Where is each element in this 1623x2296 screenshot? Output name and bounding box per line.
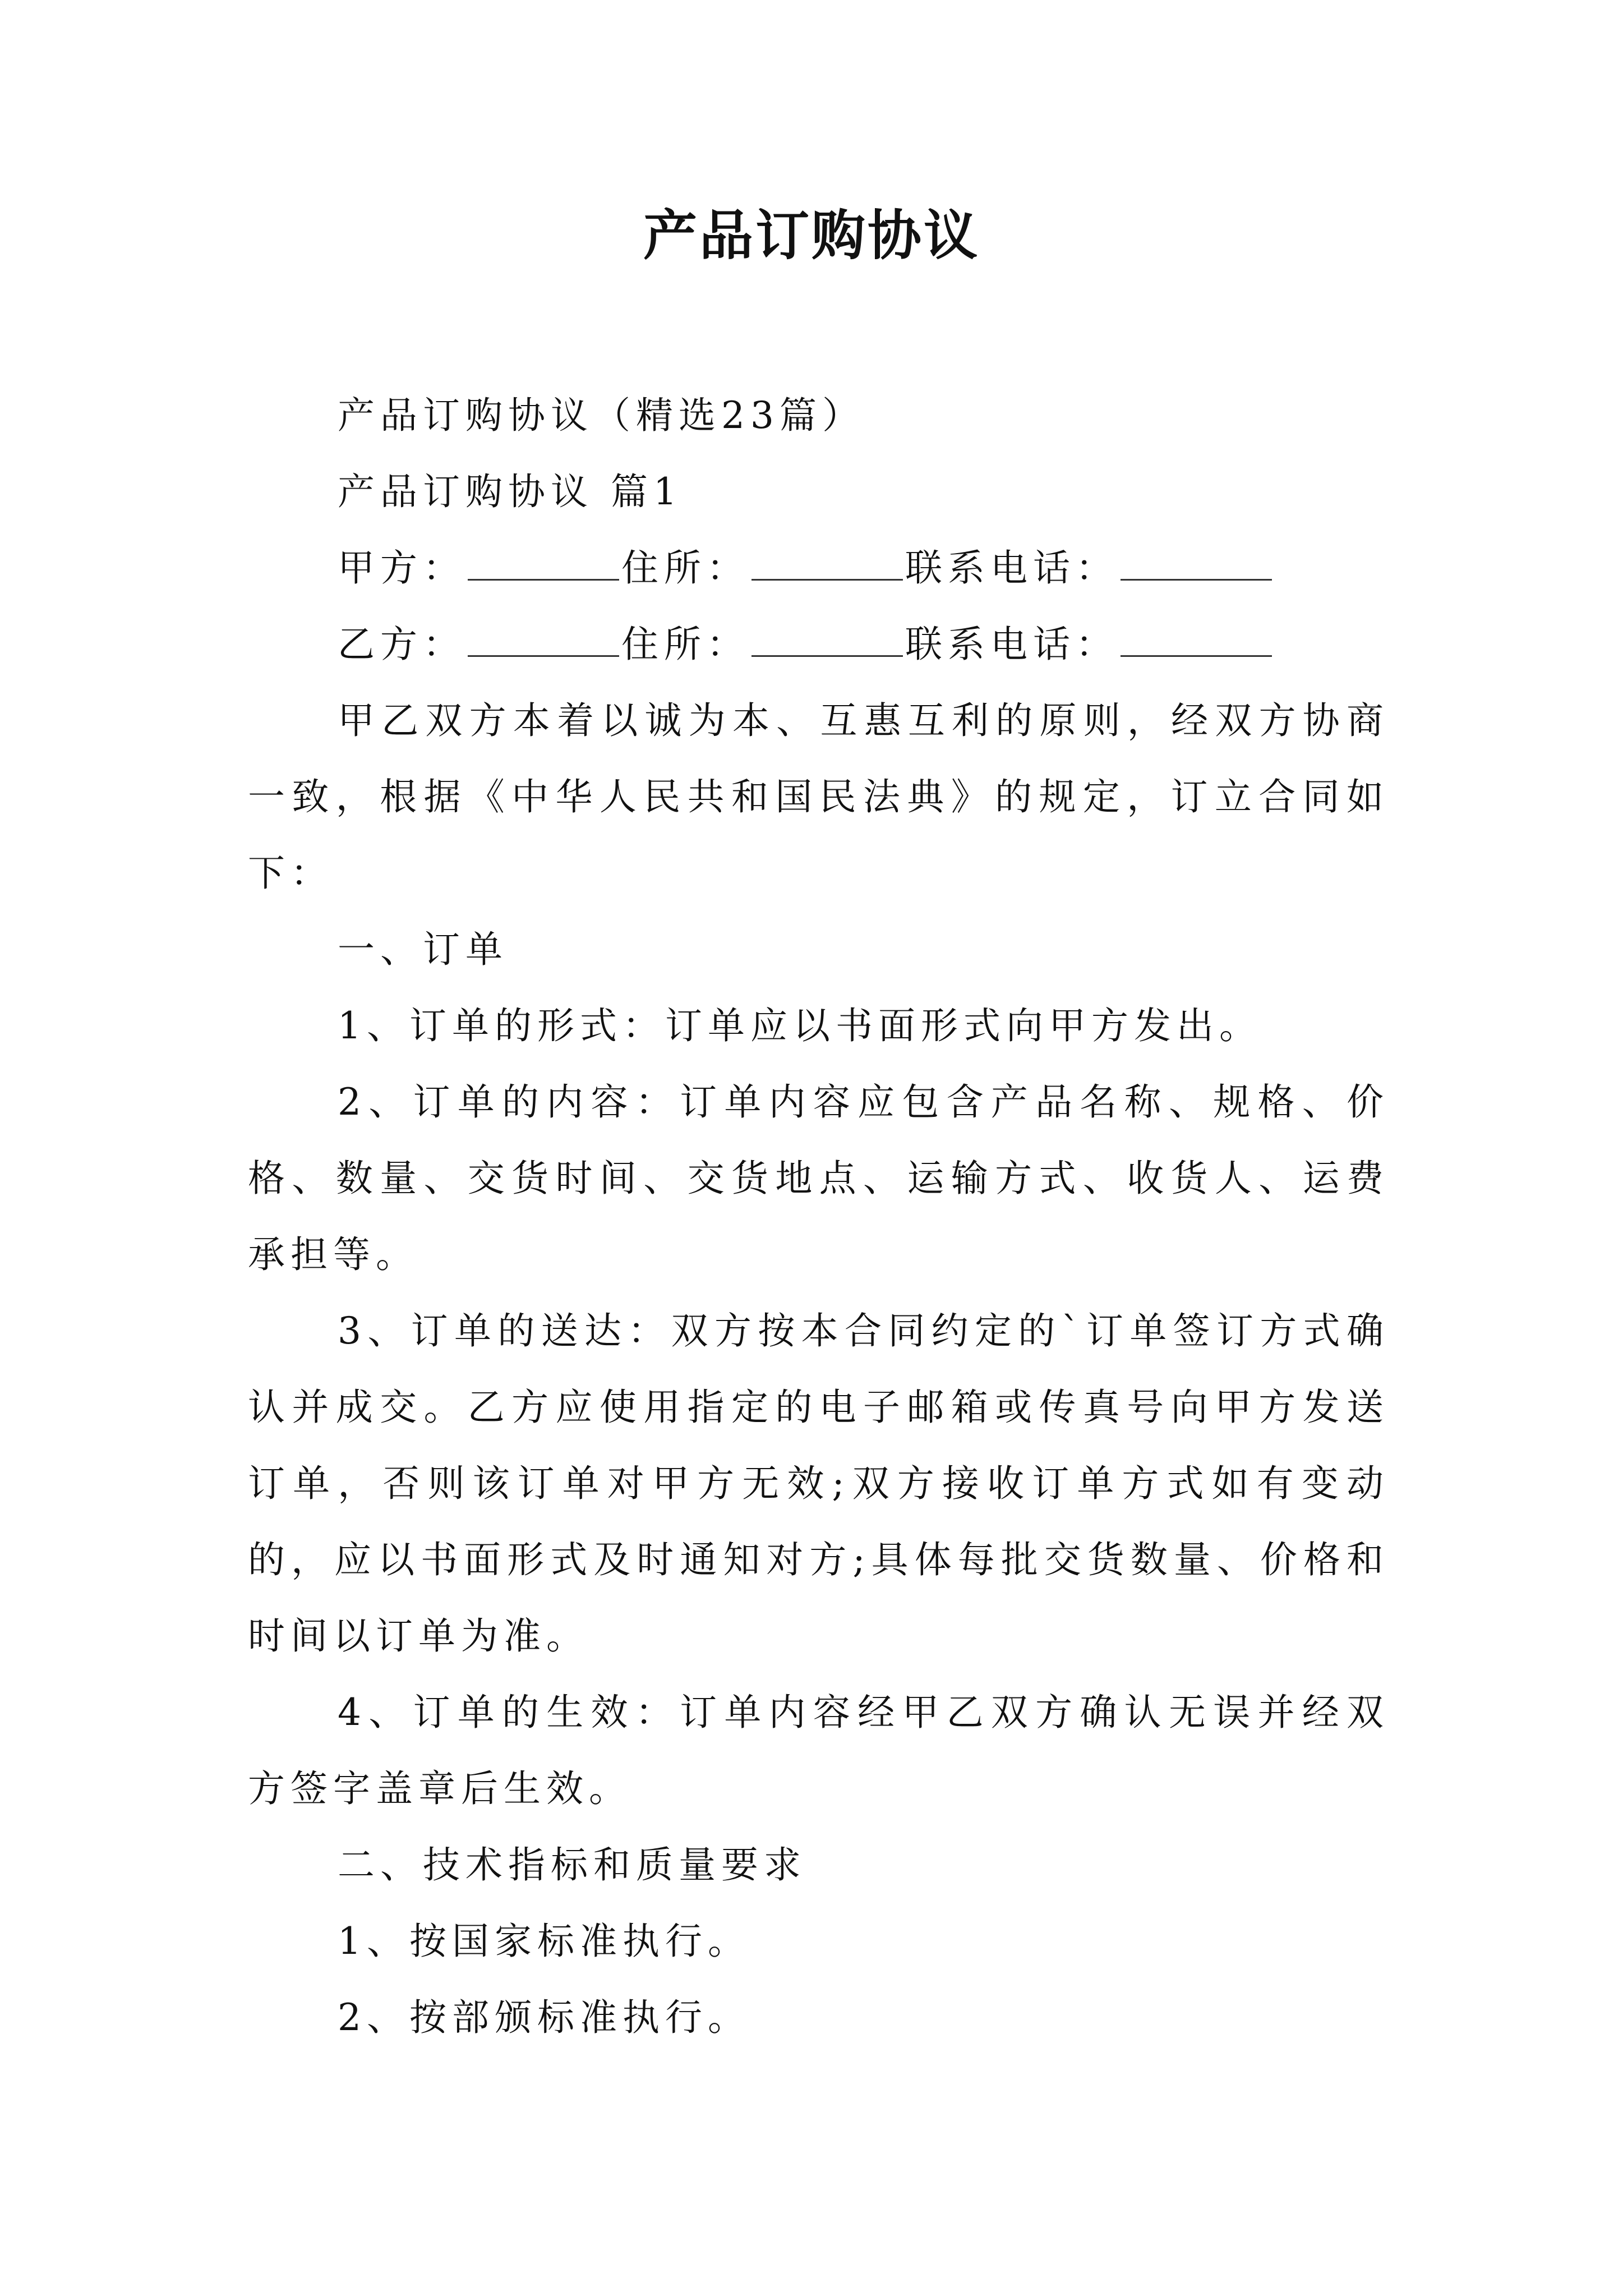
heading-orders: 一、订单 (338, 928, 508, 971)
party-b-line (248, 606, 1389, 683)
clause-order-delivery: 3、订单的送达：双方按本合同约定的`订单签订方式确认并成交。乙方应使用指定的电子邮箱或传真号向甲方发送订单，否则该订单对甲方无效;双方接收订单方式如有变动的，应以书面形式及时通知对方;具体每批交货数量、价格和时间以订单为准。 (248, 1309, 1389, 1658)
party-a-address-label: 住所： (621, 546, 749, 590)
party-a-label: 甲方： (338, 546, 465, 590)
party-a-name-blank (468, 545, 619, 581)
party-b-address-blank (751, 622, 903, 657)
document-title: 产品订购协议 (643, 204, 980, 267)
paragraph-intro: 甲乙双方本着以诚为本、互惠互利的原则，经双方协商一致，根据《中华人民共和国民法典》的规定，订立合同如下： (248, 699, 1389, 895)
clause-order-content: 2、订单的内容：订单内容应包含产品名称、规格、价格、数量、交货时间、交货地点、运输方式、收货人、运费承担等。 (248, 1080, 1389, 1276)
clause-national-standard: 1、按国家标准执行。 (338, 1920, 750, 1963)
party-b-name-blank (468, 622, 619, 657)
party-a-address-blank (751, 545, 903, 581)
party-a-phone-blank (1121, 545, 1272, 581)
section-heading: 产品订购协议 篇1 (338, 470, 683, 513)
clause-ministry-standard: 2、按部颁标准执行。 (338, 1996, 750, 2039)
party-b-label: 乙方： (338, 623, 465, 666)
party-b-address-label: 住所： (621, 623, 749, 666)
party-a-line (248, 530, 1389, 606)
heading-quality: 二、技术指标和质量要求 (338, 1843, 806, 1887)
party-b-phone-label: 联系电话： (905, 623, 1118, 666)
clause-order-form: 1、订单的形式：订单应以书面形式向甲方发出。 (338, 1004, 1262, 1047)
clause-order-effective: 4、订单的生效：订单内容经甲乙双方确认无误并经双方签字盖章后生效。 (248, 1691, 1389, 1810)
document-subtitle: 产品订购协议（精选23篇） (338, 394, 865, 437)
document-body (248, 378, 1389, 2056)
party-a-phone-label: 联系电话： (905, 546, 1118, 590)
party-b-phone-blank (1121, 622, 1272, 657)
